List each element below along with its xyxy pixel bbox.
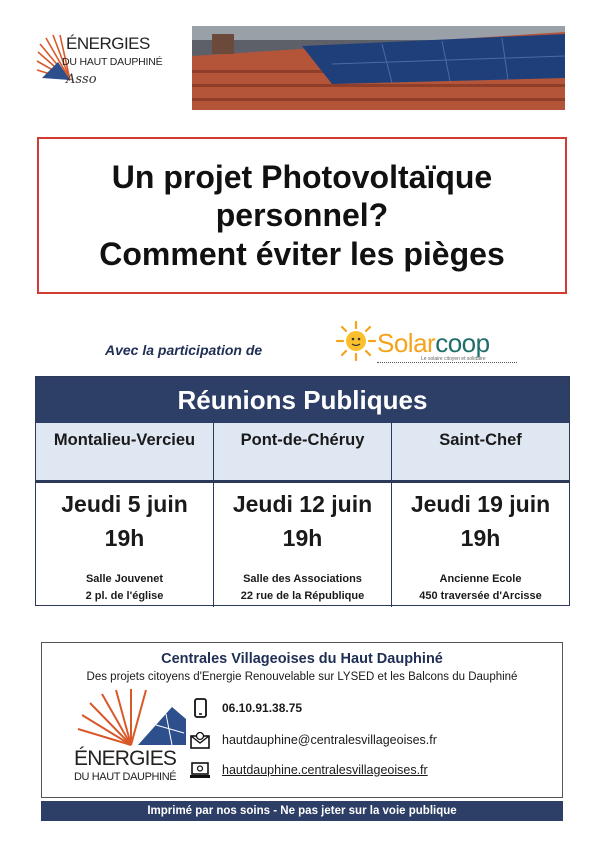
town-cell: Pont-de-Chéruy (214, 423, 392, 480)
meeting-details-row (36, 483, 569, 607)
meeting-cell (214, 483, 392, 607)
web-icon (190, 759, 210, 781)
footer-logo-line-haut-dauphine: DU HAUT DAUPHINÉ (74, 771, 177, 783)
logo-line-energies: ÉNERGIES (66, 34, 150, 53)
solar-roof-photo (192, 26, 565, 110)
solarcoop-wordmark (377, 328, 490, 359)
printed-note-bar: Imprimé par nos soins - Ne pas jeter sur la voie publique (41, 801, 563, 821)
website-link[interactable]: hautdauphine.centralesvillageoises.fr (222, 763, 428, 777)
logo-line-haut-dauphine: DU HAUT DAUPHINÉ (62, 56, 163, 68)
title-line-2: personnel? (215, 197, 389, 234)
title-line-3: Comment éviter les pièges (99, 235, 505, 272)
town-cell: Montalieu-Vercieu (36, 423, 214, 480)
meeting-day: Jeudi 19 juin (410, 491, 551, 517)
footer-heading: Centrales Villageoises du Haut Dauphiné (161, 651, 443, 667)
solarcoop-part-solar: Solar (377, 328, 436, 358)
phone-contact (190, 697, 302, 719)
meeting-place-line1: Salle Jouvenet (85, 573, 164, 585)
meetings-heading: Réunions Publiques (36, 377, 569, 423)
meeting-day: Jeudi 5 juin (61, 491, 188, 517)
meeting-place (214, 571, 391, 605)
meeting-place-line2: 22 rue de la République (240, 590, 365, 603)
phone-icon (190, 697, 210, 719)
email-icon (190, 729, 210, 751)
title-box (37, 137, 567, 294)
footer-logo-line-energies: ÉNERGIES (74, 747, 177, 770)
sponsor-text: Avec la participation de (105, 342, 263, 358)
meeting-day: Jeudi 12 juin (232, 491, 373, 517)
sun-character-icon (333, 320, 379, 364)
towns-row (36, 423, 569, 480)
meeting-cell (392, 483, 569, 607)
solarcoop-part-coop: coop (435, 328, 490, 358)
solarcoop-tagline: Le solaire citoyen et solidaire (421, 356, 486, 362)
meeting-time: 19h (460, 525, 501, 551)
email-address[interactable]: hautdauphine@centralesvillageoises.fr (222, 733, 437, 747)
meeting-place-line2: 2 pl. de l'église (85, 590, 164, 603)
footer-association-logo (72, 689, 202, 789)
meeting-time: 19h (282, 525, 323, 551)
meeting-cell (36, 483, 214, 607)
page-title (99, 158, 504, 273)
email-contact (190, 729, 437, 751)
meeting-place (36, 571, 213, 605)
website-contact (190, 759, 428, 781)
meeting-time: 19h (104, 525, 145, 551)
meeting-place-line1: Salle des Associations (243, 573, 362, 585)
association-logo (36, 30, 186, 108)
meeting-place (392, 571, 569, 605)
solarcoop-logo (333, 320, 523, 366)
footer-subheading: Des projets citoyens d'Energie Renouvelable sur LYSED et les Balcons du Dauphiné (86, 671, 518, 683)
contact-box (41, 642, 563, 798)
meeting-place-line1: Ancienne Ecole (439, 573, 522, 585)
logo-line-asso: Asso (66, 72, 97, 87)
sunburst-logo-icon (76, 689, 186, 747)
town-cell: Saint-Chef (392, 423, 569, 480)
meeting-place-line2: 450 traversée d'Arcisse (419, 590, 542, 603)
title-line-1: Un projet Photovoltaïque (111, 158, 493, 195)
meetings-table (35, 376, 570, 606)
phone-number[interactable]: 06.10.91.38.75 (222, 701, 303, 715)
solarcoop-underline (377, 362, 517, 363)
